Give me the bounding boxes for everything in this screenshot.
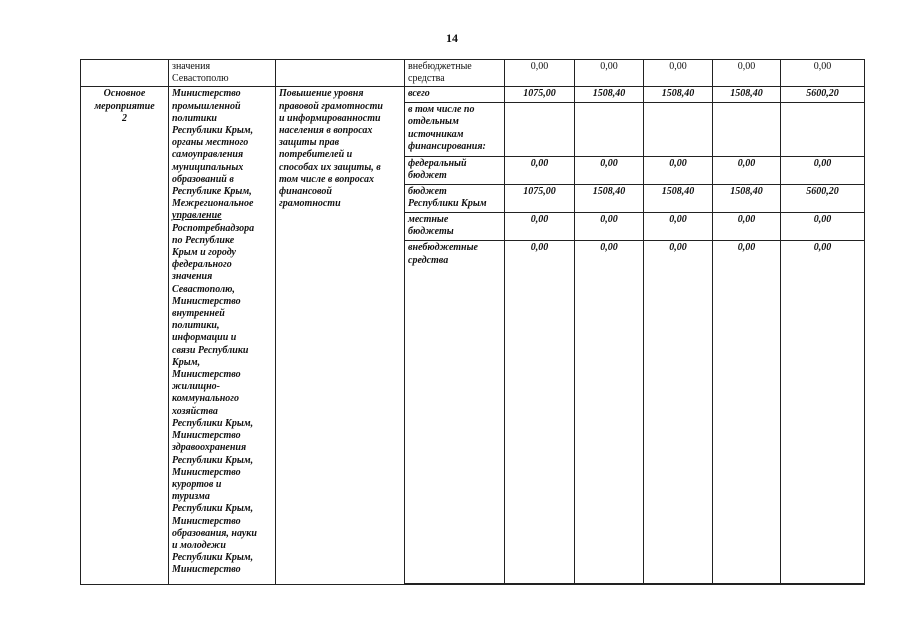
executor-cell bbox=[169, 60, 276, 87]
executor-line: Крым, bbox=[172, 356, 201, 368]
value-cell: 1508,40 bbox=[644, 184, 713, 212]
value-cell bbox=[781, 584, 865, 585]
source-line: федеральный bbox=[408, 157, 467, 169]
value-cell: 5600,20 bbox=[781, 87, 865, 103]
executor-line: Республики Крым, bbox=[172, 503, 254, 515]
value-cell bbox=[505, 584, 575, 585]
executor-line: Крым и городу bbox=[172, 247, 236, 259]
executor-line: органы местного bbox=[172, 137, 249, 149]
executor-line: Севастополю bbox=[172, 73, 229, 85]
event-line: 2 bbox=[122, 112, 127, 124]
value-cell bbox=[713, 584, 781, 585]
executor-line: образований в bbox=[172, 173, 234, 185]
executor-line: значения bbox=[172, 61, 211, 72]
executor-line: Министерство bbox=[172, 369, 241, 381]
executor-line: по Республике bbox=[172, 234, 235, 246]
executor-line: Министерство bbox=[172, 515, 241, 527]
goal-cell bbox=[276, 87, 405, 585]
source-line: бюджеты bbox=[408, 226, 454, 238]
executor-line: внутренней bbox=[172, 308, 225, 320]
executor-line: здравоохранения bbox=[172, 442, 247, 454]
value-cell bbox=[713, 103, 781, 156]
source-cell bbox=[405, 60, 505, 87]
value-cell: 0,00 bbox=[505, 241, 575, 584]
executor-line: Севастополю, bbox=[172, 283, 235, 295]
value-cell: 1075,00 bbox=[505, 87, 575, 103]
goal-line: том числе в вопросах bbox=[279, 173, 374, 185]
value-cell bbox=[575, 103, 644, 156]
event-line: мероприятие bbox=[94, 100, 155, 112]
value-cell: 0,00 bbox=[644, 241, 713, 584]
value-cell: 1508,40 bbox=[713, 184, 781, 212]
executor-line: федерального bbox=[172, 259, 232, 271]
executor-line: Министерство bbox=[172, 466, 241, 478]
executor-line: и молодежи bbox=[172, 539, 226, 551]
value-cell: 0,00 bbox=[644, 213, 713, 241]
executor-line: Республики Крым, bbox=[172, 417, 254, 429]
executor-line: политики bbox=[172, 112, 217, 124]
value-cell: 0,00 bbox=[644, 60, 713, 87]
value-cell: 0,00 bbox=[781, 60, 865, 87]
value-cell: 1075,00 bbox=[505, 184, 575, 212]
source-cell bbox=[405, 87, 505, 103]
source-line: Республики Крым bbox=[408, 198, 487, 210]
goal-line: населения в вопросах bbox=[279, 125, 373, 137]
value-cell: 0,00 bbox=[575, 60, 644, 87]
page-number: 14 bbox=[446, 31, 458, 45]
value-cell: 0,00 bbox=[781, 213, 865, 241]
source-line: внебюджетные bbox=[408, 61, 472, 72]
executor-line: жилищно- bbox=[172, 381, 220, 393]
goal-line: потребителей и bbox=[279, 149, 353, 161]
goal-line: грамотности bbox=[279, 198, 341, 210]
source-line: финансирования: bbox=[408, 140, 486, 152]
executor-line: информации и bbox=[172, 332, 237, 344]
value-cell: 1508,40 bbox=[575, 184, 644, 212]
executor-line: самоуправления bbox=[172, 149, 244, 161]
executor-line: политики, bbox=[172, 320, 220, 332]
value-cell: 0,00 bbox=[505, 213, 575, 241]
executor-line: Министерство bbox=[172, 430, 241, 442]
executor-cell bbox=[169, 87, 276, 585]
value-cell: 1508,40 bbox=[644, 87, 713, 103]
source-cell bbox=[405, 213, 505, 241]
goal-line: финансовой bbox=[279, 186, 332, 198]
value-cell: 0,00 bbox=[713, 156, 781, 184]
goal-line: и информированности bbox=[279, 112, 381, 124]
budget-table bbox=[80, 59, 865, 585]
source-line: источникам bbox=[408, 128, 464, 140]
value-cell: 0,00 bbox=[781, 156, 865, 184]
source-line: бюджет bbox=[408, 185, 447, 197]
executor-line: Республики Крым, bbox=[172, 552, 254, 564]
value-cell: 0,00 bbox=[713, 60, 781, 87]
executor-line: значения bbox=[172, 271, 213, 283]
executor-line: Министерство bbox=[172, 564, 241, 576]
value-cell: 0,00 bbox=[505, 156, 575, 184]
goal-line: правовой грамотности bbox=[279, 100, 383, 112]
source-cell bbox=[405, 584, 505, 585]
event-cell bbox=[81, 87, 169, 585]
value-cell bbox=[505, 103, 575, 156]
source-line: всего bbox=[408, 88, 430, 100]
executor-line: Межрегиональное bbox=[172, 198, 254, 210]
goal-line: способах их защиты, в bbox=[279, 161, 381, 173]
executor-line: связи Республики bbox=[172, 344, 249, 356]
table-row-continuation bbox=[81, 60, 865, 87]
value-cell: 0,00 bbox=[505, 60, 575, 87]
executor-line: туризма bbox=[172, 491, 210, 503]
executor-line: Роспотребнадзора bbox=[172, 222, 255, 234]
value-cell: 1508,40 bbox=[713, 87, 781, 103]
goal-line: Повышение уровня bbox=[279, 88, 364, 100]
source-line: отдельным bbox=[408, 116, 459, 128]
source-line: внебюджетные bbox=[408, 242, 478, 254]
executor-line: управление bbox=[172, 210, 222, 222]
goal-line: защиты прав bbox=[279, 137, 340, 149]
source-cell bbox=[405, 241, 505, 584]
executor-line: Министерство bbox=[172, 88, 241, 100]
executor-line: хозяйства bbox=[172, 405, 218, 417]
table-row bbox=[81, 87, 865, 103]
source-line: местные bbox=[408, 214, 449, 226]
value-cell: 5600,20 bbox=[781, 184, 865, 212]
executor-line: Республики Крым, bbox=[172, 125, 254, 137]
value-cell: 0,00 bbox=[781, 241, 865, 584]
value-cell bbox=[781, 103, 865, 156]
value-cell: 0,00 bbox=[575, 213, 644, 241]
value-cell bbox=[644, 584, 713, 585]
goal-cell bbox=[276, 60, 405, 87]
value-cell: 0,00 bbox=[575, 241, 644, 584]
value-cell: 0,00 bbox=[644, 156, 713, 184]
source-line: бюджет bbox=[408, 169, 447, 181]
executor-line: курортов и bbox=[172, 478, 222, 490]
executor-line: Министерство bbox=[172, 295, 241, 307]
value-cell: 1508,40 bbox=[575, 87, 644, 103]
executor-line: муниципальных bbox=[172, 161, 244, 173]
executor-line: коммунального bbox=[172, 393, 239, 405]
source-cell bbox=[405, 184, 505, 212]
source-line: в том числе по bbox=[408, 104, 475, 116]
value-cell: 0,00 bbox=[713, 213, 781, 241]
value-cell bbox=[575, 584, 644, 585]
source-line: средства bbox=[408, 73, 445, 85]
event-line: Основное bbox=[103, 88, 146, 100]
executor-line: Республике Крым, bbox=[172, 186, 252, 198]
event-cell bbox=[81, 60, 169, 87]
value-cell: 0,00 bbox=[713, 241, 781, 584]
source-cell bbox=[405, 103, 505, 156]
value-cell bbox=[644, 103, 713, 156]
source-line: средства bbox=[408, 254, 449, 266]
source-cell bbox=[405, 156, 505, 184]
executor-line: образования, науки bbox=[172, 527, 257, 539]
executor-line: Республики Крым, bbox=[172, 454, 254, 466]
value-cell: 0,00 bbox=[575, 156, 644, 184]
executor-line: промышленной bbox=[172, 100, 241, 112]
